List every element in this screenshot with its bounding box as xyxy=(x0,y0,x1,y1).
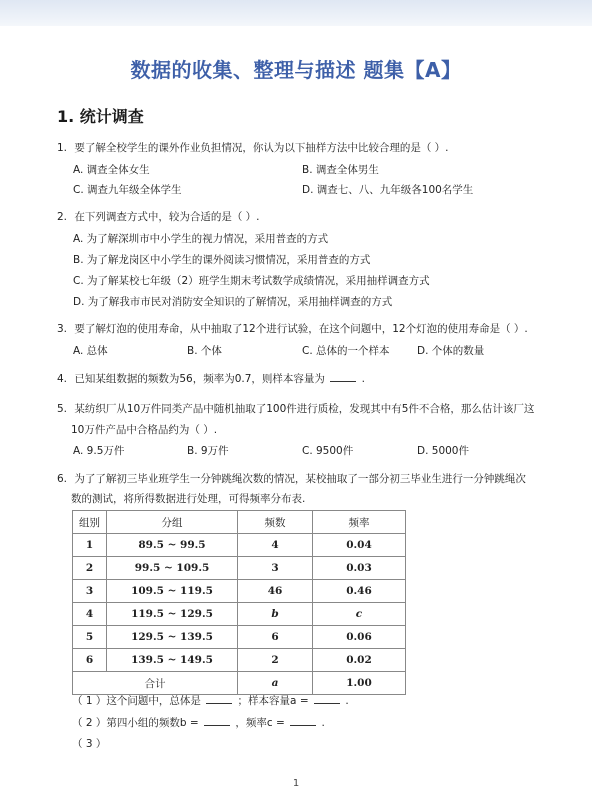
cell-range: 119.5 ~ 129.5 xyxy=(107,603,238,626)
cell-total-frequency: 1.00 xyxy=(313,672,406,695)
question-number: 6. xyxy=(57,473,68,485)
answer-blank[interactable] xyxy=(204,715,230,726)
option-a: A. 总体 xyxy=(73,345,108,357)
sub-question-text: . xyxy=(321,717,325,729)
table-header-row xyxy=(73,511,406,534)
question-number: 2. xyxy=(57,211,68,223)
option-b: B. 为了解龙岗区中小学生的课外阅读习惯情况，采用普查的方式 xyxy=(73,254,371,266)
sub-question-text: （ 1 ）这个问题中，总体是 xyxy=(72,695,201,707)
document-title: 数据的收集、整理与描述 题集【A】 xyxy=(130,58,462,82)
question-stem: 要了解全校学生的课外作业负担情况，你认为以下抽样方法中比较合理的是（ ）. xyxy=(74,142,449,154)
option-c: C. 9500件 xyxy=(302,445,354,457)
cell-frequency: 0.04 xyxy=(313,534,406,557)
cell-count: 4 xyxy=(238,534,313,557)
answer-blank[interactable] xyxy=(206,693,232,704)
option-a: A. 为了解深圳市中小学生的视力情况，采用普查的方式 xyxy=(73,233,329,245)
question-stem: 要了解灯泡的使用寿命，从中抽取了12个进行试验，在这个问题中，12个灯泡的使用寿命是（ ）. xyxy=(74,323,528,335)
header-count: 频数 xyxy=(238,511,313,534)
cell-range: 129.5 ~ 139.5 xyxy=(107,626,238,649)
question-6 xyxy=(57,468,537,490)
sub-question-2 xyxy=(72,715,325,731)
cell-range: 89.5 ~ 99.5 xyxy=(107,534,238,557)
question-number: 3. xyxy=(57,323,68,335)
sub-question-text: ，频率c = xyxy=(235,717,285,729)
answer-blank[interactable] xyxy=(290,715,316,726)
question-5-continued xyxy=(71,419,551,441)
cell-group: 4 xyxy=(73,603,107,626)
frequency-table xyxy=(72,510,406,695)
question-6-continued xyxy=(71,488,551,510)
sub-question-text: . xyxy=(345,695,349,707)
question-stem-line-2: 10万件产品中合格品约为（ ）. xyxy=(71,424,218,436)
cell-group: 5 xyxy=(73,626,107,649)
question-number: 5. xyxy=(57,403,68,415)
table-row xyxy=(73,649,406,672)
answer-blank[interactable] xyxy=(314,693,340,704)
page-number: 1 xyxy=(292,778,300,789)
question-stem: 在下列调查方式中，较为合适的是（ ）. xyxy=(74,211,260,223)
question-2 xyxy=(57,206,537,228)
question-3 xyxy=(57,318,537,340)
table-total-row xyxy=(73,672,406,695)
cell-frequency: 0.03 xyxy=(313,557,406,580)
cell-frequency: c xyxy=(313,603,406,626)
question-stem-line-1: 某纺织厂从10万件同类产品中随机抽取了100件进行质检，发现其中有5件不合格，那么估计该厂这 xyxy=(74,403,535,415)
cell-total-label: 合计 xyxy=(73,672,238,695)
cell-group: 6 xyxy=(73,649,107,672)
option-c: C. 总体的一个样本 xyxy=(302,345,390,357)
sub-question-text: ；样本容量a = xyxy=(237,695,309,707)
table-row xyxy=(73,580,406,603)
question-4 xyxy=(57,368,537,390)
cell-frequency: 0.02 xyxy=(313,649,406,672)
cell-count: 6 xyxy=(238,626,313,649)
cell-frequency: 0.46 xyxy=(313,580,406,603)
cell-group: 2 xyxy=(73,557,107,580)
table-row xyxy=(73,557,406,580)
header-band xyxy=(0,0,592,26)
question-1 xyxy=(57,137,537,159)
option-d: D. 5000件 xyxy=(417,445,469,457)
option-d: D. 为了解我市市民对消防安全知识的了解情况，采用抽样调查的方式 xyxy=(73,296,393,308)
option-b: B. 调查全体男生 xyxy=(302,164,379,176)
cell-range: 109.5 ~ 119.5 xyxy=(107,580,238,603)
cell-count: b xyxy=(238,603,313,626)
table-row xyxy=(73,626,406,649)
option-c: C. 为了解某校七年级（2）班学生期末考试数学成绩情况，采用抽样调查方式 xyxy=(73,275,430,287)
option-d: D. 个体的数量 xyxy=(417,345,485,357)
header-frequency: 频率 xyxy=(313,511,406,534)
question-5 xyxy=(57,398,537,420)
table-row xyxy=(73,534,406,557)
cell-count: 46 xyxy=(238,580,313,603)
sub-question-3: （ 3 ） xyxy=(72,738,107,750)
table-row xyxy=(73,603,406,626)
option-b: B. 个体 xyxy=(187,345,222,357)
question-stem-line-2: 数的测试，将所得数据进行处理，可得频率分布表. xyxy=(71,493,306,505)
question-number: 4. xyxy=(57,373,68,385)
cell-count: 2 xyxy=(238,649,313,672)
question-stem-line-1: 为了了解初三毕业班学生一分钟跳绳次数的情况，某校抽取了一部分初三毕业生进行一分钟跳绳次 xyxy=(74,473,526,485)
header-range: 分组 xyxy=(107,511,238,534)
cell-group: 1 xyxy=(73,534,107,557)
option-c: C. 调查九年级全体学生 xyxy=(73,184,182,196)
question-stem-end: . xyxy=(361,373,365,385)
sub-question-text: （ 2 ）第四小组的频数b = xyxy=(72,717,199,729)
option-a: A. 9.5万件 xyxy=(73,445,125,457)
option-d: D. 调查七、八、九年级各100名学生 xyxy=(302,184,474,196)
cell-range: 99.5 ~ 109.5 xyxy=(107,557,238,580)
cell-range: 139.5 ~ 149.5 xyxy=(107,649,238,672)
cell-total-count: a xyxy=(238,672,313,695)
cell-frequency: 0.06 xyxy=(313,626,406,649)
sub-question-1 xyxy=(72,693,349,709)
question-stem: 已知某组数据的频数为56，频率为0.7，则样本容量为 xyxy=(74,373,325,385)
question-number: 1. xyxy=(57,142,68,154)
option-a: A. 调查全体女生 xyxy=(73,164,150,176)
header-group: 组别 xyxy=(73,511,107,534)
answer-blank[interactable] xyxy=(330,371,356,382)
cell-count: 3 xyxy=(238,557,313,580)
option-b: B. 9万件 xyxy=(187,445,229,457)
cell-group: 3 xyxy=(73,580,107,603)
section-heading: 1. 统计调查 xyxy=(57,107,144,126)
